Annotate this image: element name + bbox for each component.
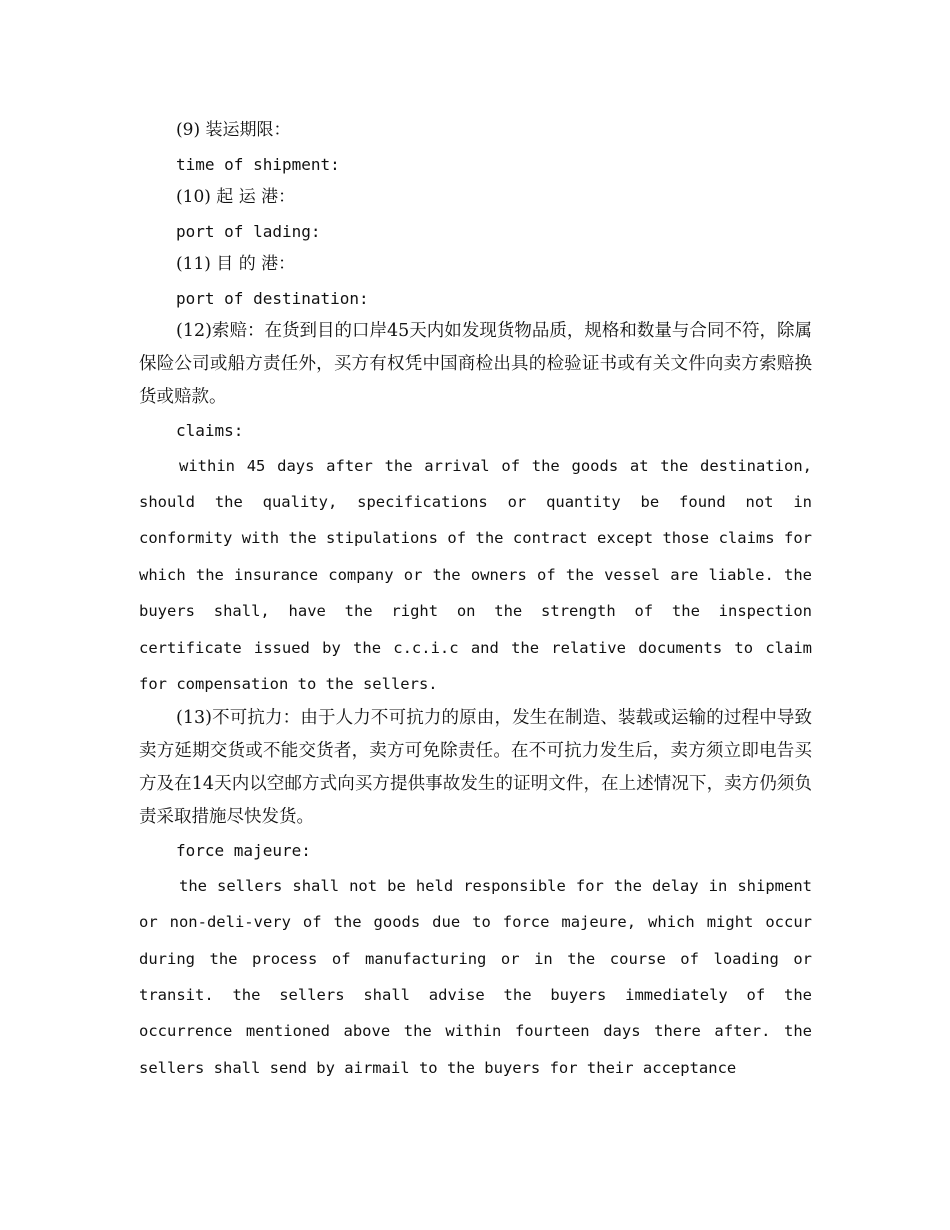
claims-label: claims: bbox=[176, 421, 244, 440]
item-9-english: time of shipment: bbox=[176, 154, 340, 174]
item-10-heading: (10) 起 运 港： bbox=[176, 187, 296, 207]
claims-english-paragraph: within 45 days after the arrival of the goods at the destination, should the quality, specifications or quantity be found not in conformity with the stipulations of the contract except those claims for which the insurance company or the owners of the vessel are liable. the buyers shall, have the right on the strength of the inspection certificate issued by the c.c.i.c and the relative documents to claim for compensation to the sellers. bbox=[139, 456, 812, 693]
item-9-heading: (9) 装运期限： bbox=[176, 120, 291, 140]
force-majeure-english-paragraph: the sellers shall not be held responsible for the delay in shipment or non-deli-very of the goods due to force majeure, which might occur during the process of manufacturing or in the course of loading or transit. the sellers shall advise the buyers immediately of the occurrence mentioned above the within fourteen days there after. the sellers shall send by airmail to the buyers for their acceptance bbox=[139, 876, 812, 1077]
item-11-english: port of destination: bbox=[176, 288, 369, 308]
item-10-english: port of lading: bbox=[176, 221, 321, 241]
item-11-heading: (11) 目 的 港： bbox=[176, 254, 296, 274]
force-majeure-label: force majeure: bbox=[176, 841, 311, 861]
document-body bbox=[139, 114, 812, 1086]
force-majeure-chinese-paragraph: (13)不可抗力：由于人力不可抗力的原由，发生在制造、装载或运输的过程中导致卖方延期交货或不能交货者，卖方可免除责任。在不可抗力发生后，卖方须立即电告买方及在14天内以空邮方式向买方提供事故发生的证明文件，在上述情况下，卖方仍须负责采取措施尽快发货。 bbox=[139, 708, 812, 828]
claims-chinese-paragraph: (12)索赔：在货到目的口岸45天内如发现货物品质，规格和数量与合同不符，除属保险公司或船方责任外，买方有权凭中国商检出具的检验证书或有关文件向卖方索赔换货或赔款。 bbox=[139, 321, 812, 407]
